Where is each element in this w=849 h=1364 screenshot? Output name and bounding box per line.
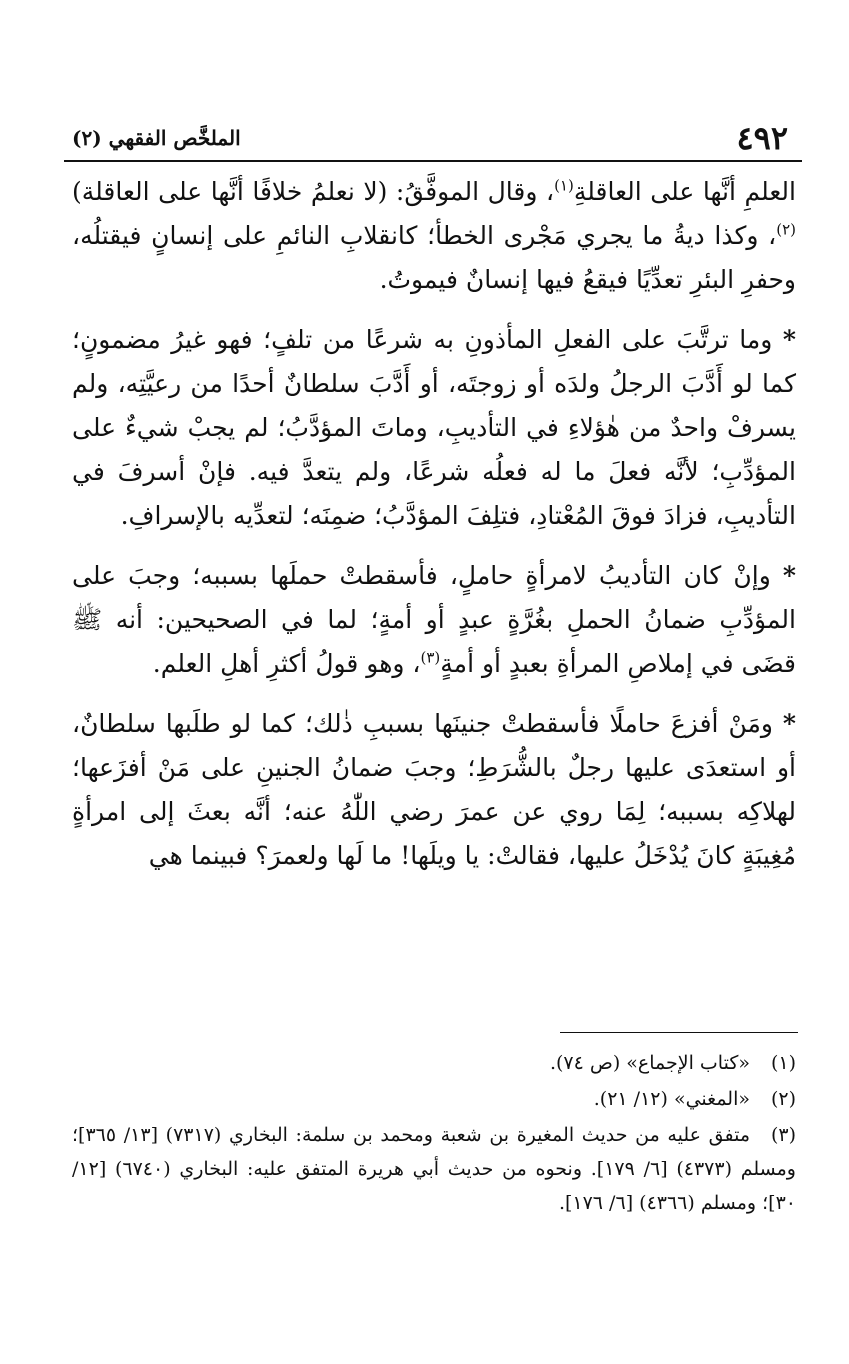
running-title: الملخَّص الفقهي (٢) [72,126,241,150]
paragraph-text: ، وهو قولُ أكثرِ أهلِ العلم. [152,649,421,678]
paragraph-text: ، وكذا ديةُ ما يجري مَجْرى الخطأ؛ كانقلابِ النائمِ على إنسانٍ فيقتلُه، وحفرِ البئرِ تعدِّيًا فيقعُ فيها إنسانٌ فيموتُ. [72,221,796,294]
footnote-text: «كتاب الإجماع» (ص ٧٤). [549,1052,750,1074]
paragraph-text: ومَنْ أفزعَ حاملًا فأسقطتْ جنينَها بسببِ ذٰلك؛ كما لو طلَبها سلطانٌ، أو استعدَى عليها رجلٌ بالشُّرَطِ؛ وجبَ ضمانُ الجنينِ على مَنْ أفزَعها؛ لهلاكِه بسببه؛ لِمَا روي عن عمرَ رضي اللّٰهُ عنه؛ أنَّه بعثَ إلى امرأةٍ مُغِيبَةٍ كانَ يُدْخَلُ عليها، فقالتْ: يا ويلَها! ما لَها ولعمرَ؟ فبينما هي [72,709,796,870]
paragraph-2 [72,318,796,538]
footnote-text: «المغني» (١٢/ ٢١). [593,1088,750,1110]
paragraph-1 [72,170,796,302]
footnote-number: (١) [770,1052,796,1074]
footnotes [72,1044,796,1220]
footnote-divider [560,1032,798,1033]
paragraph-marker: * [782,561,796,590]
paragraph-4 [72,702,796,878]
paragraph-marker: * [782,325,796,354]
main-text [72,170,796,878]
paragraph-text: العلمِ أنَّها على العاقلةِ [573,177,796,206]
paragraph-text: وإنْ كان التأديبُ لامرأةٍ حاملٍ، فأسقطتْ حملَها بسببه؛ وجبَ على المؤدِّبِ ضمانُ الحملِ بغُرَّةٍ عبدٍ أو أمةٍ؛ لما في الصحيحين: أنه ﷺ قضَى في إملاصِ المرأةِ بعبدٍ أو أمةٍ [72,561,796,678]
footnote-text: متفق عليه من حديث المغيرة بن شعبة ومحمد بن سلمة: البخاري (٧٣١٧) [١٣/ ٣٦٥]؛ ومسلم (٤٣٧٣) [٦/ ١٧٩]. ونحوه من حديث أبي هريرة المتفق عليه: البخاري (٦٧٤٠) [١٢/ ٣٠]؛ ومسلم (٤٣٦٦) [٦/ ١٧٦]. [72,1124,796,1214]
footnote-number: (٣) [770,1124,796,1146]
page-header [64,118,802,158]
footnote-ref-1: (١) [554,176,574,195]
footnote-item [72,1118,796,1220]
footnote-ref-3: (٣) [420,648,441,667]
paragraph-text: ، وقال الموفَّقُ: (لا نعلمُ خلافًا أنَّها على العاقلة) [72,177,555,206]
footnote-item [72,1082,796,1116]
page-number: ٤٩٢ [736,119,788,157]
footnote-number: (٢) [770,1088,796,1110]
paragraph-3 [72,554,796,686]
header-divider [64,160,802,162]
footnote-item [72,1046,796,1080]
paragraph-marker: * [782,709,796,738]
paragraph-text: وما ترتَّبَ على الفعلِ المأذونِ به شرعًا من تلفٍ؛ فهو غيرُ مضمونٍ؛ كما لو أَدَّبَ الرجلُ ولدَه أو زوجتَه، أو أَدَّبَ سلطانٌ أحدًا من رعيَّتِه، ولم يسرفْ واحدٌ من هٰؤلاءِ في التأديبِ، وماتَ المؤدَّبُ؛ لم يجبْ شيءٌ على المؤدِّبِ؛ لأنَّه فعلَ ما له فعلُه شرعًا، ولم يتعدَّ فيه. فإنْ أسرفَ في التأديبِ، فزادَ فوقَ المُعْتادِ، فتلِفَ المؤدَّبُ؛ ضمِنَه؛ لتعدِّيه بالإسرافِ. [72,325,796,530]
footnote-ref-2: (٢) [776,220,796,239]
